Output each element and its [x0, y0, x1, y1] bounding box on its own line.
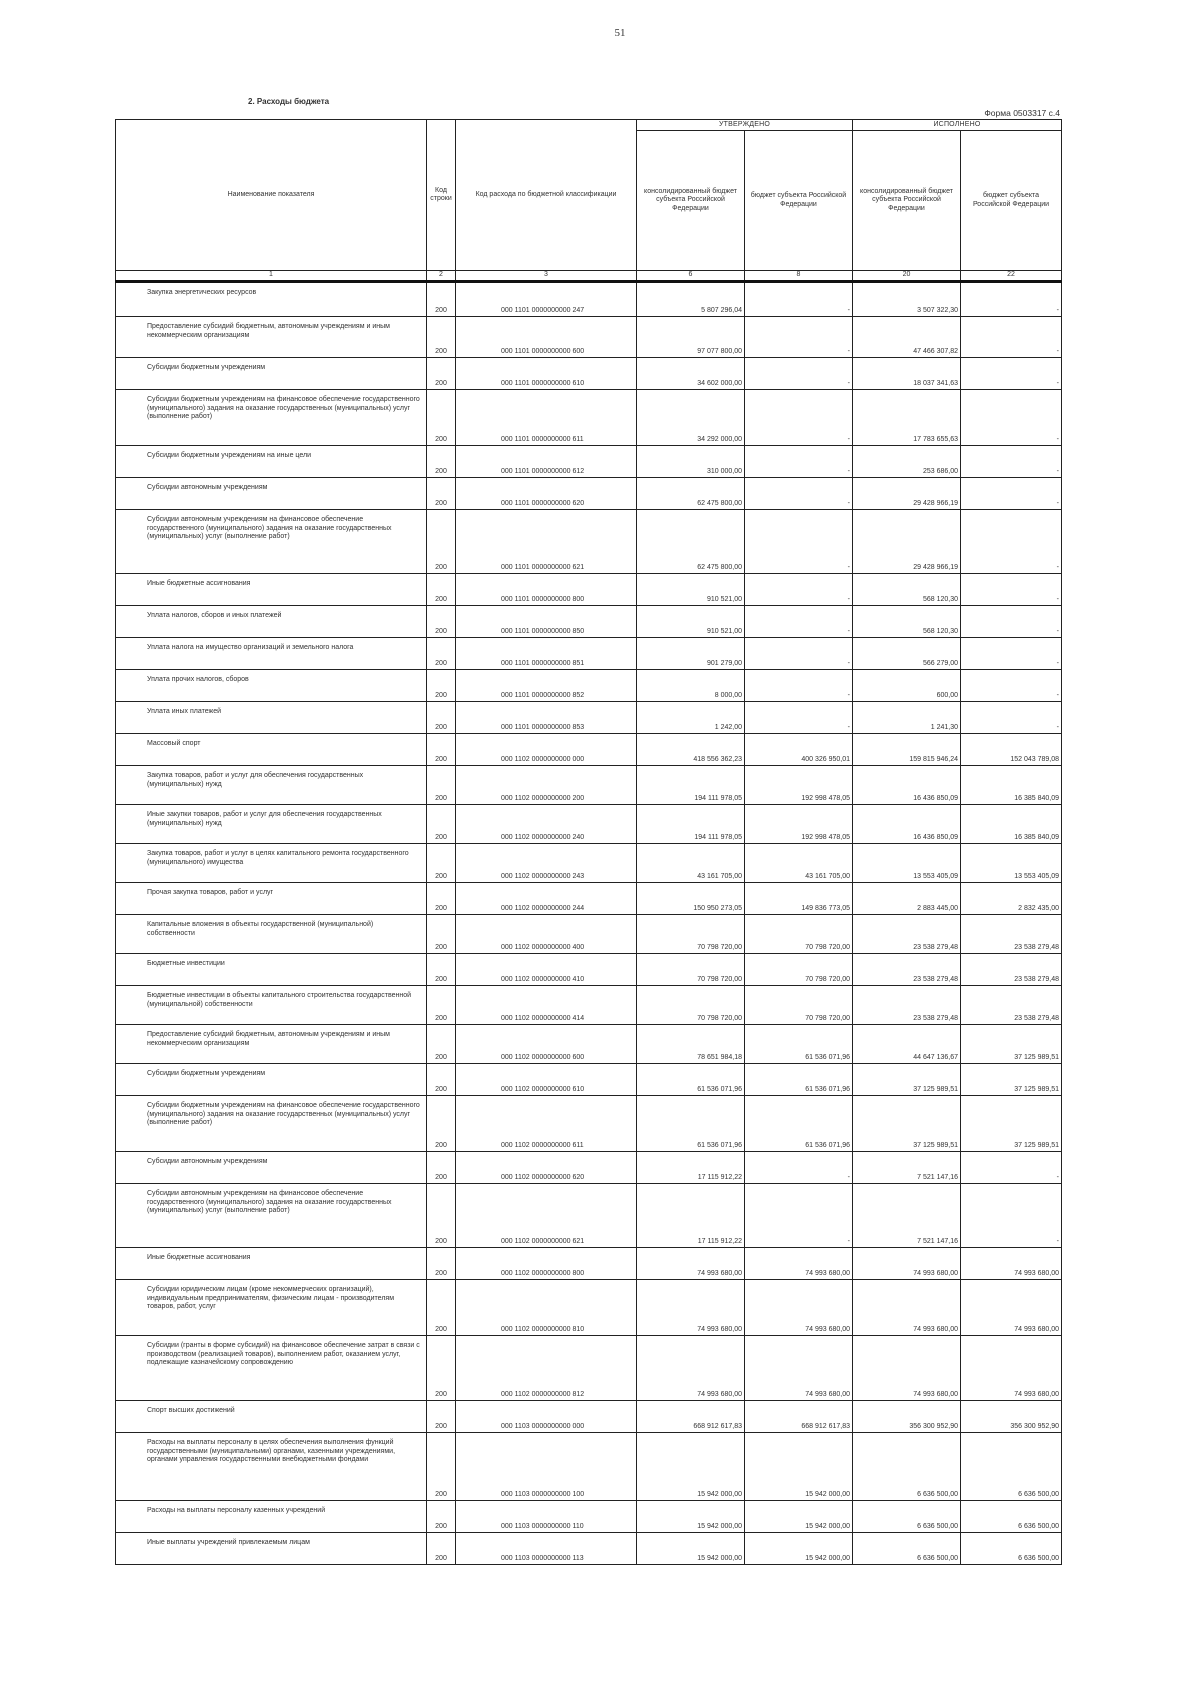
executed-subject-value: 23 538 279,48 [961, 986, 1062, 1025]
indicator-name: Субсидии бюджетным учреждениям [116, 358, 427, 390]
approved-subject-value: 74 993 680,00 [745, 1280, 853, 1336]
executed-consolidated-value: 6 636 500,00 [853, 1501, 961, 1533]
executed-consolidated-value: 74 993 680,00 [853, 1248, 961, 1280]
line-code: 200 [427, 1064, 456, 1096]
executed-consolidated-value: 74 993 680,00 [853, 1336, 961, 1401]
table-row [116, 805, 1062, 844]
executed-consolidated-value: 44 647 136,67 [853, 1025, 961, 1064]
expense-code: 000 1102 0000000000 800 [456, 1248, 637, 1280]
executed-subject-value: 23 538 279,48 [961, 954, 1062, 986]
line-code: 200 [427, 734, 456, 766]
approved-consolidated-value: 418 556 362,23 [637, 734, 745, 766]
executed-subject-value: 74 993 680,00 [961, 1336, 1062, 1401]
line-code: 200 [427, 702, 456, 734]
approved-subject-value: 70 798 720,00 [745, 954, 853, 986]
approved-subject-value: 61 536 071,96 [745, 1025, 853, 1064]
approved-subject-value: 400 326 950,01 [745, 734, 853, 766]
line-code: 200 [427, 1152, 456, 1184]
approved-consolidated-value: 310 000,00 [637, 446, 745, 478]
approved-consolidated-value: 150 950 273,05 [637, 883, 745, 915]
table-row [116, 390, 1062, 446]
executed-subject-value: - [961, 282, 1062, 317]
column-number: 3 [456, 271, 637, 282]
indicator-name: Субсидии бюджетным учреждениям на финансовое обеспечение государственного (муниципального) задания на оказание государственных (муниципальных) услуг (выполнение работ) [116, 1096, 427, 1152]
approved-subject-value: 61 536 071,96 [745, 1064, 853, 1096]
indicator-name: Расходы на выплаты персоналу казенных учреждений [116, 1501, 427, 1533]
approved-consolidated-value: 74 993 680,00 [637, 1336, 745, 1401]
approved-subject-value: - [745, 1152, 853, 1184]
table-row [116, 734, 1062, 766]
header-executed-consolidated: консолидированный бюджет субъекта Российской Федерации [853, 131, 961, 271]
indicator-name: Предоставление субсидий бюджетным, автономным учреждениям и иным некоммерческим организациям [116, 1025, 427, 1064]
line-code: 200 [427, 390, 456, 446]
approved-subject-value: - [745, 478, 853, 510]
expense-code: 000 1102 0000000000 240 [456, 805, 637, 844]
approved-subject-value: 15 942 000,00 [745, 1533, 853, 1565]
executed-subject-value: 13 553 405,09 [961, 844, 1062, 883]
expense-code: 000 1101 0000000000 800 [456, 574, 637, 606]
line-code: 200 [427, 282, 456, 317]
header-approved-consolidated: консолидированный бюджет субъекта Российской Федерации [637, 131, 745, 271]
executed-consolidated-value: 23 538 279,48 [853, 954, 961, 986]
indicator-name: Иные закупки товаров, работ и услуг для обеспечения государственных (муниципальных) нужд [116, 805, 427, 844]
indicator-name: Иные выплаты учреждений привлекаемым лицам [116, 1533, 427, 1565]
approved-subject-value: - [745, 510, 853, 574]
executed-subject-value: 23 538 279,48 [961, 915, 1062, 954]
executed-consolidated-value: 18 037 341,63 [853, 358, 961, 390]
approved-subject-value: 668 912 617,83 [745, 1401, 853, 1433]
approved-consolidated-value: 62 475 800,00 [637, 510, 745, 574]
indicator-name: Субсидии бюджетным учреждениям на финансовое обеспечение государственного (муниципального) задания на оказание государственных (муниципальных) услуг (выполнение работ) [116, 390, 427, 446]
expense-code: 000 1101 0000000000 852 [456, 670, 637, 702]
executed-consolidated-value: 7 521 147,16 [853, 1152, 961, 1184]
approved-subject-value: - [745, 390, 853, 446]
executed-subject-value: - [961, 702, 1062, 734]
approved-consolidated-value: 901 279,00 [637, 638, 745, 670]
approved-consolidated-value: 74 993 680,00 [637, 1280, 745, 1336]
table-row [116, 915, 1062, 954]
executed-consolidated-value: 6 636 500,00 [853, 1433, 961, 1501]
approved-consolidated-value: 62 475 800,00 [637, 478, 745, 510]
table-row [116, 986, 1062, 1025]
expenses-table [115, 119, 1062, 1565]
approved-consolidated-value: 8 000,00 [637, 670, 745, 702]
table-row [116, 954, 1062, 986]
expense-code: 000 1102 0000000000 400 [456, 915, 637, 954]
executed-subject-value: - [961, 606, 1062, 638]
indicator-name: Массовый спорт [116, 734, 427, 766]
table-row [116, 574, 1062, 606]
line-code: 200 [427, 1501, 456, 1533]
indicator-name: Субсидии автономным учреждениям [116, 478, 427, 510]
expense-code: 000 1101 0000000000 851 [456, 638, 637, 670]
indicator-name: Уплата налога на имущество организаций и земельного налога [116, 638, 427, 670]
approved-consolidated-value: 61 536 071,96 [637, 1096, 745, 1152]
line-code: 200 [427, 1401, 456, 1433]
approved-subject-value: - [745, 702, 853, 734]
line-code: 200 [427, 1533, 456, 1565]
indicator-name: Капитальные вложения в объекты государственной (муниципальной) собственности [116, 915, 427, 954]
approved-subject-value: 61 536 071,96 [745, 1096, 853, 1152]
table-row [116, 670, 1062, 702]
executed-consolidated-value: 1 241,30 [853, 702, 961, 734]
header-approved-subject: бюджет субъекта Российской Федерации [745, 131, 853, 271]
executed-consolidated-value: 159 815 946,24 [853, 734, 961, 766]
page-number: 51 [614, 27, 626, 39]
table-row [116, 1501, 1062, 1533]
approved-consolidated-value: 194 111 978,05 [637, 805, 745, 844]
indicator-name: Расходы на выплаты персоналу в целях обеспечения выполнения функций государственными (муниципальными) органами, казенными учреждениями, органами управления государственными внебюджетными фондами [116, 1433, 427, 1501]
indicator-name: Закупка энергетических ресурсов [116, 282, 427, 317]
expense-code: 000 1101 0000000000 612 [456, 446, 637, 478]
executed-subject-value: 356 300 952,90 [961, 1401, 1062, 1433]
line-code: 200 [427, 915, 456, 954]
line-code: 200 [427, 766, 456, 805]
executed-consolidated-value: 23 538 279,48 [853, 986, 961, 1025]
executed-subject-value: 152 043 789,08 [961, 734, 1062, 766]
header-approved: УТВЕРЖДЕНО [637, 120, 853, 131]
table-row [116, 358, 1062, 390]
indicator-name: Закупка товаров, работ и услуг в целях капитального ремонта государственного (муниципального) имущества [116, 844, 427, 883]
executed-subject-value: - [961, 638, 1062, 670]
executed-subject-value: - [961, 478, 1062, 510]
approved-subject-value: - [745, 638, 853, 670]
expense-code: 000 1102 0000000000 244 [456, 883, 637, 915]
approved-subject-value: 74 993 680,00 [745, 1248, 853, 1280]
approved-consolidated-value: 910 521,00 [637, 574, 745, 606]
approved-consolidated-value: 43 161 705,00 [637, 844, 745, 883]
column-number: 20 [853, 271, 961, 282]
executed-subject-value: 6 636 500,00 [961, 1433, 1062, 1501]
line-code: 200 [427, 574, 456, 606]
indicator-name: Субсидии автономным учреждениям на финансовое обеспечение государственного (муниципального) задания на оказание государственных (муниципальных) услуг (выполнение работ) [116, 1184, 427, 1248]
executed-subject-value: 6 636 500,00 [961, 1533, 1062, 1565]
table-row [116, 1336, 1062, 1401]
indicator-name: Бюджетные инвестиции в объекты капитального строительства государственной (муниципальной) собственности [116, 986, 427, 1025]
table-row [116, 1533, 1062, 1565]
approved-subject-value: 149 836 773,05 [745, 883, 853, 915]
section-title: 2. Расходы бюджета [248, 97, 330, 106]
header-executed: ИСПОЛНЕНО [853, 120, 1062, 131]
approved-subject-value: - [745, 670, 853, 702]
approved-subject-value: - [745, 446, 853, 478]
executed-subject-value: 74 993 680,00 [961, 1280, 1062, 1336]
line-code: 200 [427, 805, 456, 844]
approved-consolidated-value: 15 942 000,00 [637, 1433, 745, 1501]
executed-consolidated-value: 47 466 307,82 [853, 317, 961, 358]
executed-subject-value: 37 125 989,51 [961, 1064, 1062, 1096]
approved-subject-value: 192 998 478,05 [745, 805, 853, 844]
table-row [116, 1064, 1062, 1096]
expense-code: 000 1102 0000000000 243 [456, 844, 637, 883]
column-numbers-row [116, 271, 1062, 282]
expense-code: 000 1101 0000000000 611 [456, 390, 637, 446]
header-line-code: Код строки [427, 120, 456, 271]
approved-subject-value: 70 798 720,00 [745, 915, 853, 954]
executed-consolidated-value: 29 428 966,19 [853, 478, 961, 510]
executed-consolidated-value: 568 120,30 [853, 574, 961, 606]
line-code: 200 [427, 1433, 456, 1501]
expense-code: 000 1101 0000000000 853 [456, 702, 637, 734]
table-row [116, 1433, 1062, 1501]
column-number: 8 [745, 271, 853, 282]
line-code: 200 [427, 1336, 456, 1401]
line-code: 200 [427, 510, 456, 574]
line-code: 200 [427, 317, 456, 358]
executed-consolidated-value: 600,00 [853, 670, 961, 702]
table-row [116, 510, 1062, 574]
line-code: 200 [427, 954, 456, 986]
executed-subject-value: 74 993 680,00 [961, 1248, 1062, 1280]
indicator-name: Субсидии (гранты в форме субсидий) на финансовое обеспечение затрат в связи с производством (реализацией товаров), выполнением работ, оказанием услуг, подлежащие казначейскому сопровождению [116, 1336, 427, 1401]
approved-consolidated-value: 910 521,00 [637, 606, 745, 638]
line-code: 200 [427, 1096, 456, 1152]
table-row [116, 606, 1062, 638]
form-label: Форма 0503317 с.4 [984, 108, 1060, 118]
table-row [116, 478, 1062, 510]
table-row [116, 844, 1062, 883]
executed-consolidated-value: 566 279,00 [853, 638, 961, 670]
executed-subject-value: - [961, 670, 1062, 702]
approved-consolidated-value: 34 602 000,00 [637, 358, 745, 390]
table-row [116, 638, 1062, 670]
approved-consolidated-value: 668 912 617,83 [637, 1401, 745, 1433]
indicator-name: Бюджетные инвестиции [116, 954, 427, 986]
executed-consolidated-value: 16 436 850,09 [853, 766, 961, 805]
expense-code: 000 1102 0000000000 200 [456, 766, 637, 805]
approved-subject-value: 192 998 478,05 [745, 766, 853, 805]
executed-subject-value: - [961, 510, 1062, 574]
indicator-name: Закупка товаров, работ и услуг для обеспечения государственных (муниципальных) нужд [116, 766, 427, 805]
line-code: 200 [427, 358, 456, 390]
executed-subject-value: - [961, 446, 1062, 478]
approved-subject-value: - [745, 358, 853, 390]
header-name: Наименование показателя [116, 120, 427, 271]
executed-consolidated-value: 568 120,30 [853, 606, 961, 638]
executed-consolidated-value: 7 521 147,16 [853, 1184, 961, 1248]
executed-subject-value: 37 125 989,51 [961, 1096, 1062, 1152]
line-code: 200 [427, 1184, 456, 1248]
executed-consolidated-value: 16 436 850,09 [853, 805, 961, 844]
table-row [116, 282, 1062, 317]
table-row [116, 883, 1062, 915]
column-number: 6 [637, 271, 745, 282]
approved-consolidated-value: 74 993 680,00 [637, 1248, 745, 1280]
indicator-name: Прочая закупка товаров, работ и услуг [116, 883, 427, 915]
expense-code: 000 1101 0000000000 621 [456, 510, 637, 574]
executed-subject-value: 2 832 435,00 [961, 883, 1062, 915]
indicator-name: Уплата прочих налогов, сборов [116, 670, 427, 702]
executed-consolidated-value: 37 125 989,51 [853, 1064, 961, 1096]
executed-subject-value: - [961, 1152, 1062, 1184]
executed-consolidated-value: 6 636 500,00 [853, 1533, 961, 1565]
expense-code: 000 1103 0000000000 100 [456, 1433, 637, 1501]
expense-code: 000 1103 0000000000 113 [456, 1533, 637, 1565]
expense-code: 000 1102 0000000000 610 [456, 1064, 637, 1096]
approved-consolidated-value: 70 798 720,00 [637, 915, 745, 954]
executed-subject-value: - [961, 358, 1062, 390]
expense-code: 000 1102 0000000000 810 [456, 1280, 637, 1336]
expense-code: 000 1102 0000000000 000 [456, 734, 637, 766]
table-row [116, 1401, 1062, 1433]
executed-consolidated-value: 23 538 279,48 [853, 915, 961, 954]
column-number: 2 [427, 271, 456, 282]
expense-code: 000 1102 0000000000 611 [456, 1096, 637, 1152]
table-row [116, 766, 1062, 805]
approved-consolidated-value: 78 651 984,18 [637, 1025, 745, 1064]
approved-subject-value: - [745, 574, 853, 606]
indicator-name: Субсидии автономным учреждениям на финансовое обеспечение государственного (муниципального) задания на оказание государственных (муниципальных) услуг (выполнение работ) [116, 510, 427, 574]
executed-consolidated-value: 253 686,00 [853, 446, 961, 478]
expense-code: 000 1101 0000000000 600 [456, 317, 637, 358]
approved-subject-value: 74 993 680,00 [745, 1336, 853, 1401]
approved-consolidated-value: 97 077 800,00 [637, 317, 745, 358]
executed-subject-value: 16 385 840,09 [961, 805, 1062, 844]
approved-consolidated-value: 34 292 000,00 [637, 390, 745, 446]
indicator-name: Субсидии бюджетным учреждениям [116, 1064, 427, 1096]
line-code: 200 [427, 986, 456, 1025]
table-row [116, 702, 1062, 734]
executed-subject-value: 6 636 500,00 [961, 1501, 1062, 1533]
executed-subject-value: - [961, 574, 1062, 606]
line-code: 200 [427, 883, 456, 915]
approved-consolidated-value: 194 111 978,05 [637, 766, 745, 805]
line-code: 200 [427, 1025, 456, 1064]
line-code: 200 [427, 446, 456, 478]
indicator-name: Субсидии юридическим лицам (кроме некоммерческих организаций), индивидуальным предпринимателям, физическим лицам - производителям товаров, работ, услуг [116, 1280, 427, 1336]
indicator-name: Уплата налогов, сборов и иных платежей [116, 606, 427, 638]
approved-subject-value: 70 798 720,00 [745, 986, 853, 1025]
executed-consolidated-value: 3 507 322,30 [853, 282, 961, 317]
approved-subject-value: 15 942 000,00 [745, 1433, 853, 1501]
expense-code: 000 1101 0000000000 620 [456, 478, 637, 510]
line-code: 200 [427, 670, 456, 702]
indicator-name: Уплата иных платежей [116, 702, 427, 734]
table-body [116, 282, 1062, 1565]
table-row [116, 1280, 1062, 1336]
approved-subject-value: - [745, 317, 853, 358]
executed-subject-value: - [961, 1184, 1062, 1248]
executed-subject-value: 16 385 840,09 [961, 766, 1062, 805]
expense-code: 000 1102 0000000000 620 [456, 1152, 637, 1184]
column-number: 1 [116, 271, 427, 282]
approved-consolidated-value: 70 798 720,00 [637, 986, 745, 1025]
approved-subject-value: 15 942 000,00 [745, 1501, 853, 1533]
line-code: 200 [427, 1280, 456, 1336]
header-expense-code: Код расхода по бюджетной классификации [456, 120, 637, 271]
executed-consolidated-value: 13 553 405,09 [853, 844, 961, 883]
header-executed-subject: бюджет субъекта Российской Федерации [961, 131, 1062, 271]
indicator-name: Субсидии бюджетным учреждениям на иные цели [116, 446, 427, 478]
table-row [116, 1184, 1062, 1248]
table-row [116, 1025, 1062, 1064]
approved-consolidated-value: 61 536 071,96 [637, 1064, 745, 1096]
expense-code: 000 1102 0000000000 600 [456, 1025, 637, 1064]
executed-subject-value: 37 125 989,51 [961, 1025, 1062, 1064]
indicator-name: Иные бюджетные ассигнования [116, 574, 427, 606]
approved-subject-value: - [745, 606, 853, 638]
executed-subject-value: - [961, 317, 1062, 358]
indicator-name: Предоставление субсидий бюджетным, автономным учреждениям и иным некоммерческим организациям [116, 317, 427, 358]
expense-code: 000 1101 0000000000 850 [456, 606, 637, 638]
expense-code: 000 1101 0000000000 610 [456, 358, 637, 390]
line-code: 200 [427, 478, 456, 510]
line-code: 200 [427, 606, 456, 638]
approved-subject-value: 43 161 705,00 [745, 844, 853, 883]
expense-code: 000 1101 0000000000 247 [456, 282, 637, 317]
executed-consolidated-value: 37 125 989,51 [853, 1096, 961, 1152]
line-code: 200 [427, 844, 456, 883]
executed-consolidated-value: 74 993 680,00 [853, 1280, 961, 1336]
indicator-name: Иные бюджетные ассигнования [116, 1248, 427, 1280]
approved-consolidated-value: 5 807 296,04 [637, 282, 745, 317]
approved-subject-value: - [745, 282, 853, 317]
approved-subject-value: - [745, 1184, 853, 1248]
table-row [116, 317, 1062, 358]
expense-code: 000 1102 0000000000 812 [456, 1336, 637, 1401]
approved-consolidated-value: 15 942 000,00 [637, 1501, 745, 1533]
indicator-name: Субсидии автономным учреждениям [116, 1152, 427, 1184]
approved-consolidated-value: 17 115 912,22 [637, 1184, 745, 1248]
approved-consolidated-value: 15 942 000,00 [637, 1533, 745, 1565]
table-row [116, 1152, 1062, 1184]
line-code: 200 [427, 1248, 456, 1280]
approved-consolidated-value: 1 242,00 [637, 702, 745, 734]
executed-subject-value: - [961, 390, 1062, 446]
executed-consolidated-value: 17 783 655,63 [853, 390, 961, 446]
table-row [116, 1248, 1062, 1280]
approved-consolidated-value: 17 115 912,22 [637, 1152, 745, 1184]
executed-consolidated-value: 29 428 966,19 [853, 510, 961, 574]
executed-consolidated-value: 356 300 952,90 [853, 1401, 961, 1433]
indicator-name: Спорт высших достижений [116, 1401, 427, 1433]
line-code: 200 [427, 638, 456, 670]
table-row [116, 446, 1062, 478]
expense-code: 000 1103 0000000000 000 [456, 1401, 637, 1433]
expense-code: 000 1102 0000000000 621 [456, 1184, 637, 1248]
expense-code: 000 1102 0000000000 414 [456, 986, 637, 1025]
table-row [116, 1096, 1062, 1152]
expense-code: 000 1103 0000000000 110 [456, 1501, 637, 1533]
approved-consolidated-value: 70 798 720,00 [637, 954, 745, 986]
executed-consolidated-value: 2 883 445,00 [853, 883, 961, 915]
column-number: 22 [961, 271, 1062, 282]
expense-code: 000 1102 0000000000 410 [456, 954, 637, 986]
